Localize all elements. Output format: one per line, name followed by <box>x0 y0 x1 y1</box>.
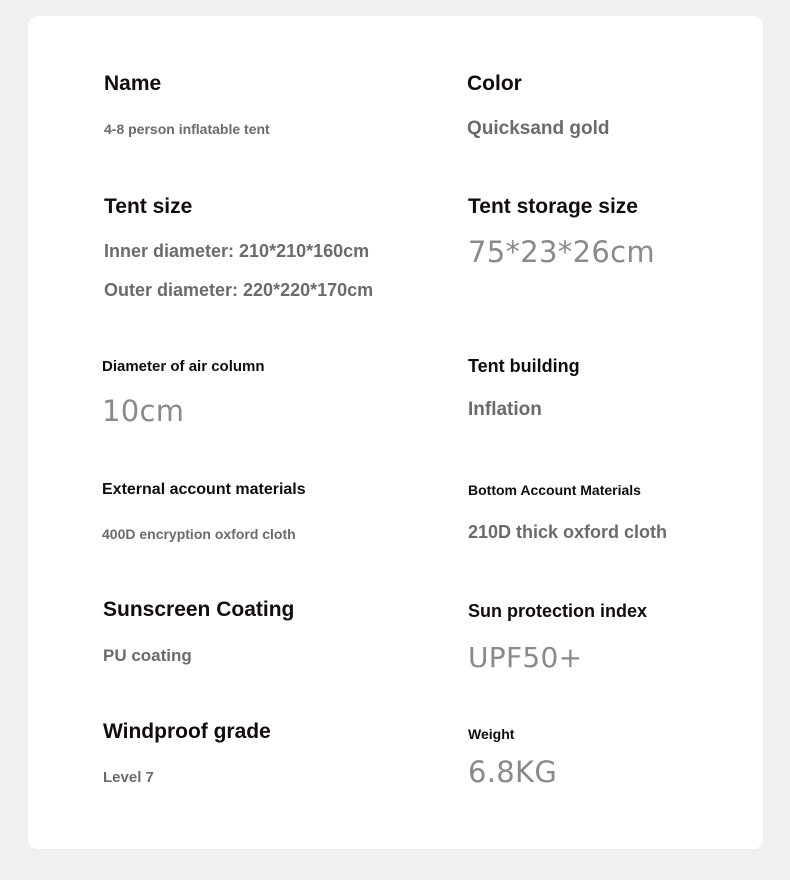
spec-sunscreen-coating <box>103 598 295 665</box>
spec-label: Windproof grade <box>103 720 271 743</box>
spec-label: Name <box>104 72 162 95</box>
spec-label: Color <box>467 72 522 95</box>
spec-bottom-materials <box>468 482 668 542</box>
spec-label: Weight <box>468 726 515 742</box>
spec-value: 210D thick oxford cloth <box>468 522 668 542</box>
spec-value: 10cm <box>102 394 185 428</box>
spec-storage-size <box>468 195 655 269</box>
spec-tent-size <box>104 195 374 300</box>
spec-label: Tent size <box>104 195 193 218</box>
spec-label: External account materials <box>102 481 306 498</box>
spec-value-inner: Inner diameter: 210*210*160cm <box>104 241 370 261</box>
spec-card <box>28 16 763 849</box>
spec-color <box>467 72 610 139</box>
spec-value: Inflation <box>468 399 542 420</box>
spec-label: Diameter of air column <box>102 358 265 375</box>
spec-weight <box>468 726 558 789</box>
spec-label: Tent storage size <box>468 195 638 218</box>
spec-external-materials <box>102 481 306 542</box>
spec-value: PU coating <box>103 646 192 665</box>
spec-sun-protection <box>468 601 648 674</box>
spec-value: 4-8 person inflatable tent <box>104 121 270 137</box>
spec-label: Bottom Account Materials <box>468 482 641 498</box>
spec-tent-building <box>468 356 580 420</box>
spec-name <box>104 72 270 137</box>
spec-value: Quicksand gold <box>467 118 610 139</box>
spec-value: 6.8KG <box>468 755 558 789</box>
spec-value: Level 7 <box>103 769 154 786</box>
spec-value: UPF50+ <box>468 641 583 674</box>
spec-value: 400D encryption oxford cloth <box>102 526 296 542</box>
spec-windproof-grade <box>103 720 271 786</box>
spec-value: 75*23*26cm <box>468 235 655 269</box>
spec-air-column <box>102 358 265 428</box>
spec-value-outer: Outer diameter: 220*220*170cm <box>104 280 374 300</box>
spec-label: Sunscreen Coating <box>103 598 295 621</box>
spec-label: Sun protection index <box>468 601 648 621</box>
spec-label: Tent building <box>468 356 580 376</box>
